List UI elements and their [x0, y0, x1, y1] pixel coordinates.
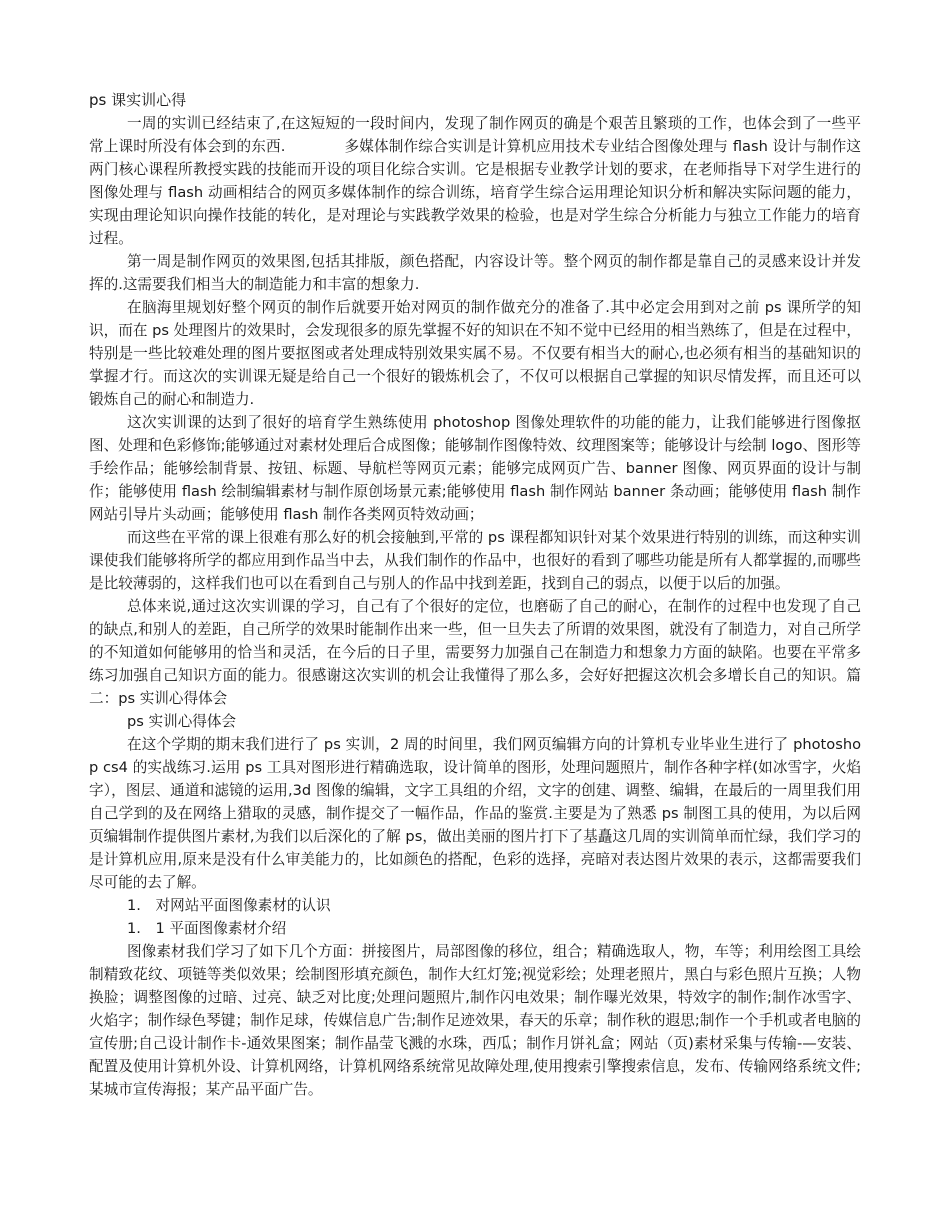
paragraph-week-one: 第一周是制作网页的效果图,包括其排版，颜色搭配，内容设计等。整个网页的制作都是靠自己的灵感来设计并发挥的.这需要我们相当大的制造能力和丰富的想象力. — [89, 253, 861, 293]
section-heading-ps-experience: ps 实训心得体会 — [127, 713, 237, 730]
section-heading-1-1: 1. 1 平面图像素材介绍 — [127, 920, 287, 937]
paragraph-image-materials: 图像素材我们学习了如下几个方面：拼接图片，局部图像的移位，组合；精确选取人，物，车等；利用绘图工具绘制精致花纹、项链等类似效果；绘制图形填充颜色，制作大红灯笼;视觉彩绘；处理老照片，黑白与彩色照片互换；人物换脸；调整图像的过暗、过亮、缺乏对比度;处理问题照片,制作闪电效果；制作曝光效果，特效字的制作;制作冰雪字、火焰字；制作绿色琴键；制作足球，传媒信息广告;制作足迹效果，春天的乐章；制作秋的遐思;制作一个手机或者电脑的宣传册;自己设计制作卡-通效果图案；制作晶莹飞溅的水珠，西瓜；制作月饼礼盒；网站（页)素材采集与传输-—安装、配置及使用计算机外设、计算机网络，计算机网络系统常见故障处理,使用搜索引擎搜索信息，发布、传输网络系统文件;某城市宣传海报；某产品平面广告。 — [89, 943, 861, 1098]
document-page — [89, 89, 861, 1101]
paragraph-skills: 这次实训课的达到了很好的培育学生熟练使用 photoshop 图像处理软件的功能的能力，让我们能够进行图像抠图、处理和色彩修饰;能够通过对素材处理后合成图像；能够制作图像特效、纹理图案等；能够设计与绘制 logo、图形等手绘作品；能够绘制背景、按钮、标题、导航栏等网页元素；能够完成网页广告、banner 图像、网页界面的设计与制作；能够使用 flash 绘制编辑素材与制作原创场景元素;能够使用 flash 制作网站 banner 条动画；能够使用 flash 制作网站引导片头动画；能够使用 flash 制作各类网页特效动画； — [89, 414, 861, 523]
paragraph-summary: 总体来说,通过这次实训课的学习，自己有了个很好的定位，也磨砺了自己的耐心，在制作的过程中也发现了自己的缺点,和别人的差距，自己所学的效果时能制作出来一些，但一旦失去了所谓的效果图，就没有了制造力，对自己所学的不知道如何能够用的恰当和灵活，在今后的日子里，需要努力加强自己在制造力和想象力方面的缺陷。也要在平常多练习加强自己知识方面的能力。很感谢这次实训的机会让我懂得了那么多，会好好把握这次机会多增长自己的知识。篇二：ps 实训心得体会 — [89, 598, 861, 707]
paragraph-intro: 一周的实训已经结束了,在这短短的一段时间内，发现了制作网页的确是个艰苦且繁琐的工作，也体会到了一些平常上课时所没有体会到的东西. 多媒体制作综合实训是计算机应用技术专业结合图像处理与 flash 设计与制作这两门核心课程所教授实践的技能而开设的项目化综合实训。它是根据专业教学计划的要求，在老师指导下对学生进行的图像处理与 flash 动画相结合的网页多媒体制作的综合训练，培育学生综合运用理论知识分析和解决实际问题的能力，实现由理论知识向操作技能的转化，是对理论与实践教学效果的检验，也是对学生综合分析能力与独立工作能力的培育过程。 — [89, 115, 861, 247]
section-heading-1: 1. 对网站平面图像素材的认识 — [127, 897, 331, 914]
document-title: ps 课实训心得 — [89, 91, 187, 109]
paragraph-planning: 在脑海里规划好整个网页的制作后就要开始对网页的制作做充分的准备了.其中必定会用到对之前 ps 课所学的知识，而在 ps 处理图片的效果时，会发现很多的原先掌握不好的知识在不知不觉中已经用的相当熟练了，但是在过程中，特别是一些比较难处理的图片要抠图或者处理成特别效果实属不易。不仅要有相当大的耐心,也必须有相当的基础知识的掌握才行。而这次的实训课无疑是给自己一个很好的锻炼机会了，不仅可以根据自己掌握的知识尽情发挥，而且还可以锻炼自己的耐心和制造力. — [89, 299, 861, 408]
paragraph-semester: 在这个学期的期末我们进行了 ps 实训，2 周的时间里，我们网页编辑方向的计算机专业毕业生进行了 photoshop cs4 的实战练习.运用 ps 工具对图形进行精确选取，设计简单的图形，处理问题照片，制作各种字样(如冰雪字，火焰字），图层、通道和滤镜的运用,3d 图像的编辑，文字工具组的介绍，文字的创建、调整、编辑，在最后的一周里我们用自己学到的及在网络上猎取的灵感，制作提交了一幅作品，作品的鉴赏.主要是为了熟悉 ps 制图工具的使用，为以后网页编辑制作提供图片素材,为我们以后深化的了解 ps，做出美丽的图片打下了基矗这几周的实训简单而忙绿，我们学习的是计算机应用,原来是没有什么审美能力的，比如颜色的搭配，色彩的选择，亮暗对表达图片效果的表示，这都需要我们尽可能的去了解。 — [89, 736, 861, 891]
paragraph-opportunity: 而这些在平常的课上很难有那么好的机会接触到,平常的 ps 课程都知识针对某个效果进行特别的训练，而这种实训课使我们能够将所学的都应用到作品当中去，从我们制作的作品中，也很好的看到了哪些功能是所有人都掌握的,而哪些是比较薄弱的，这样我们也可以在看到自己与别人的作品中找到差距，找到自己的弱点，以便于以后的加强。 — [89, 529, 861, 592]
